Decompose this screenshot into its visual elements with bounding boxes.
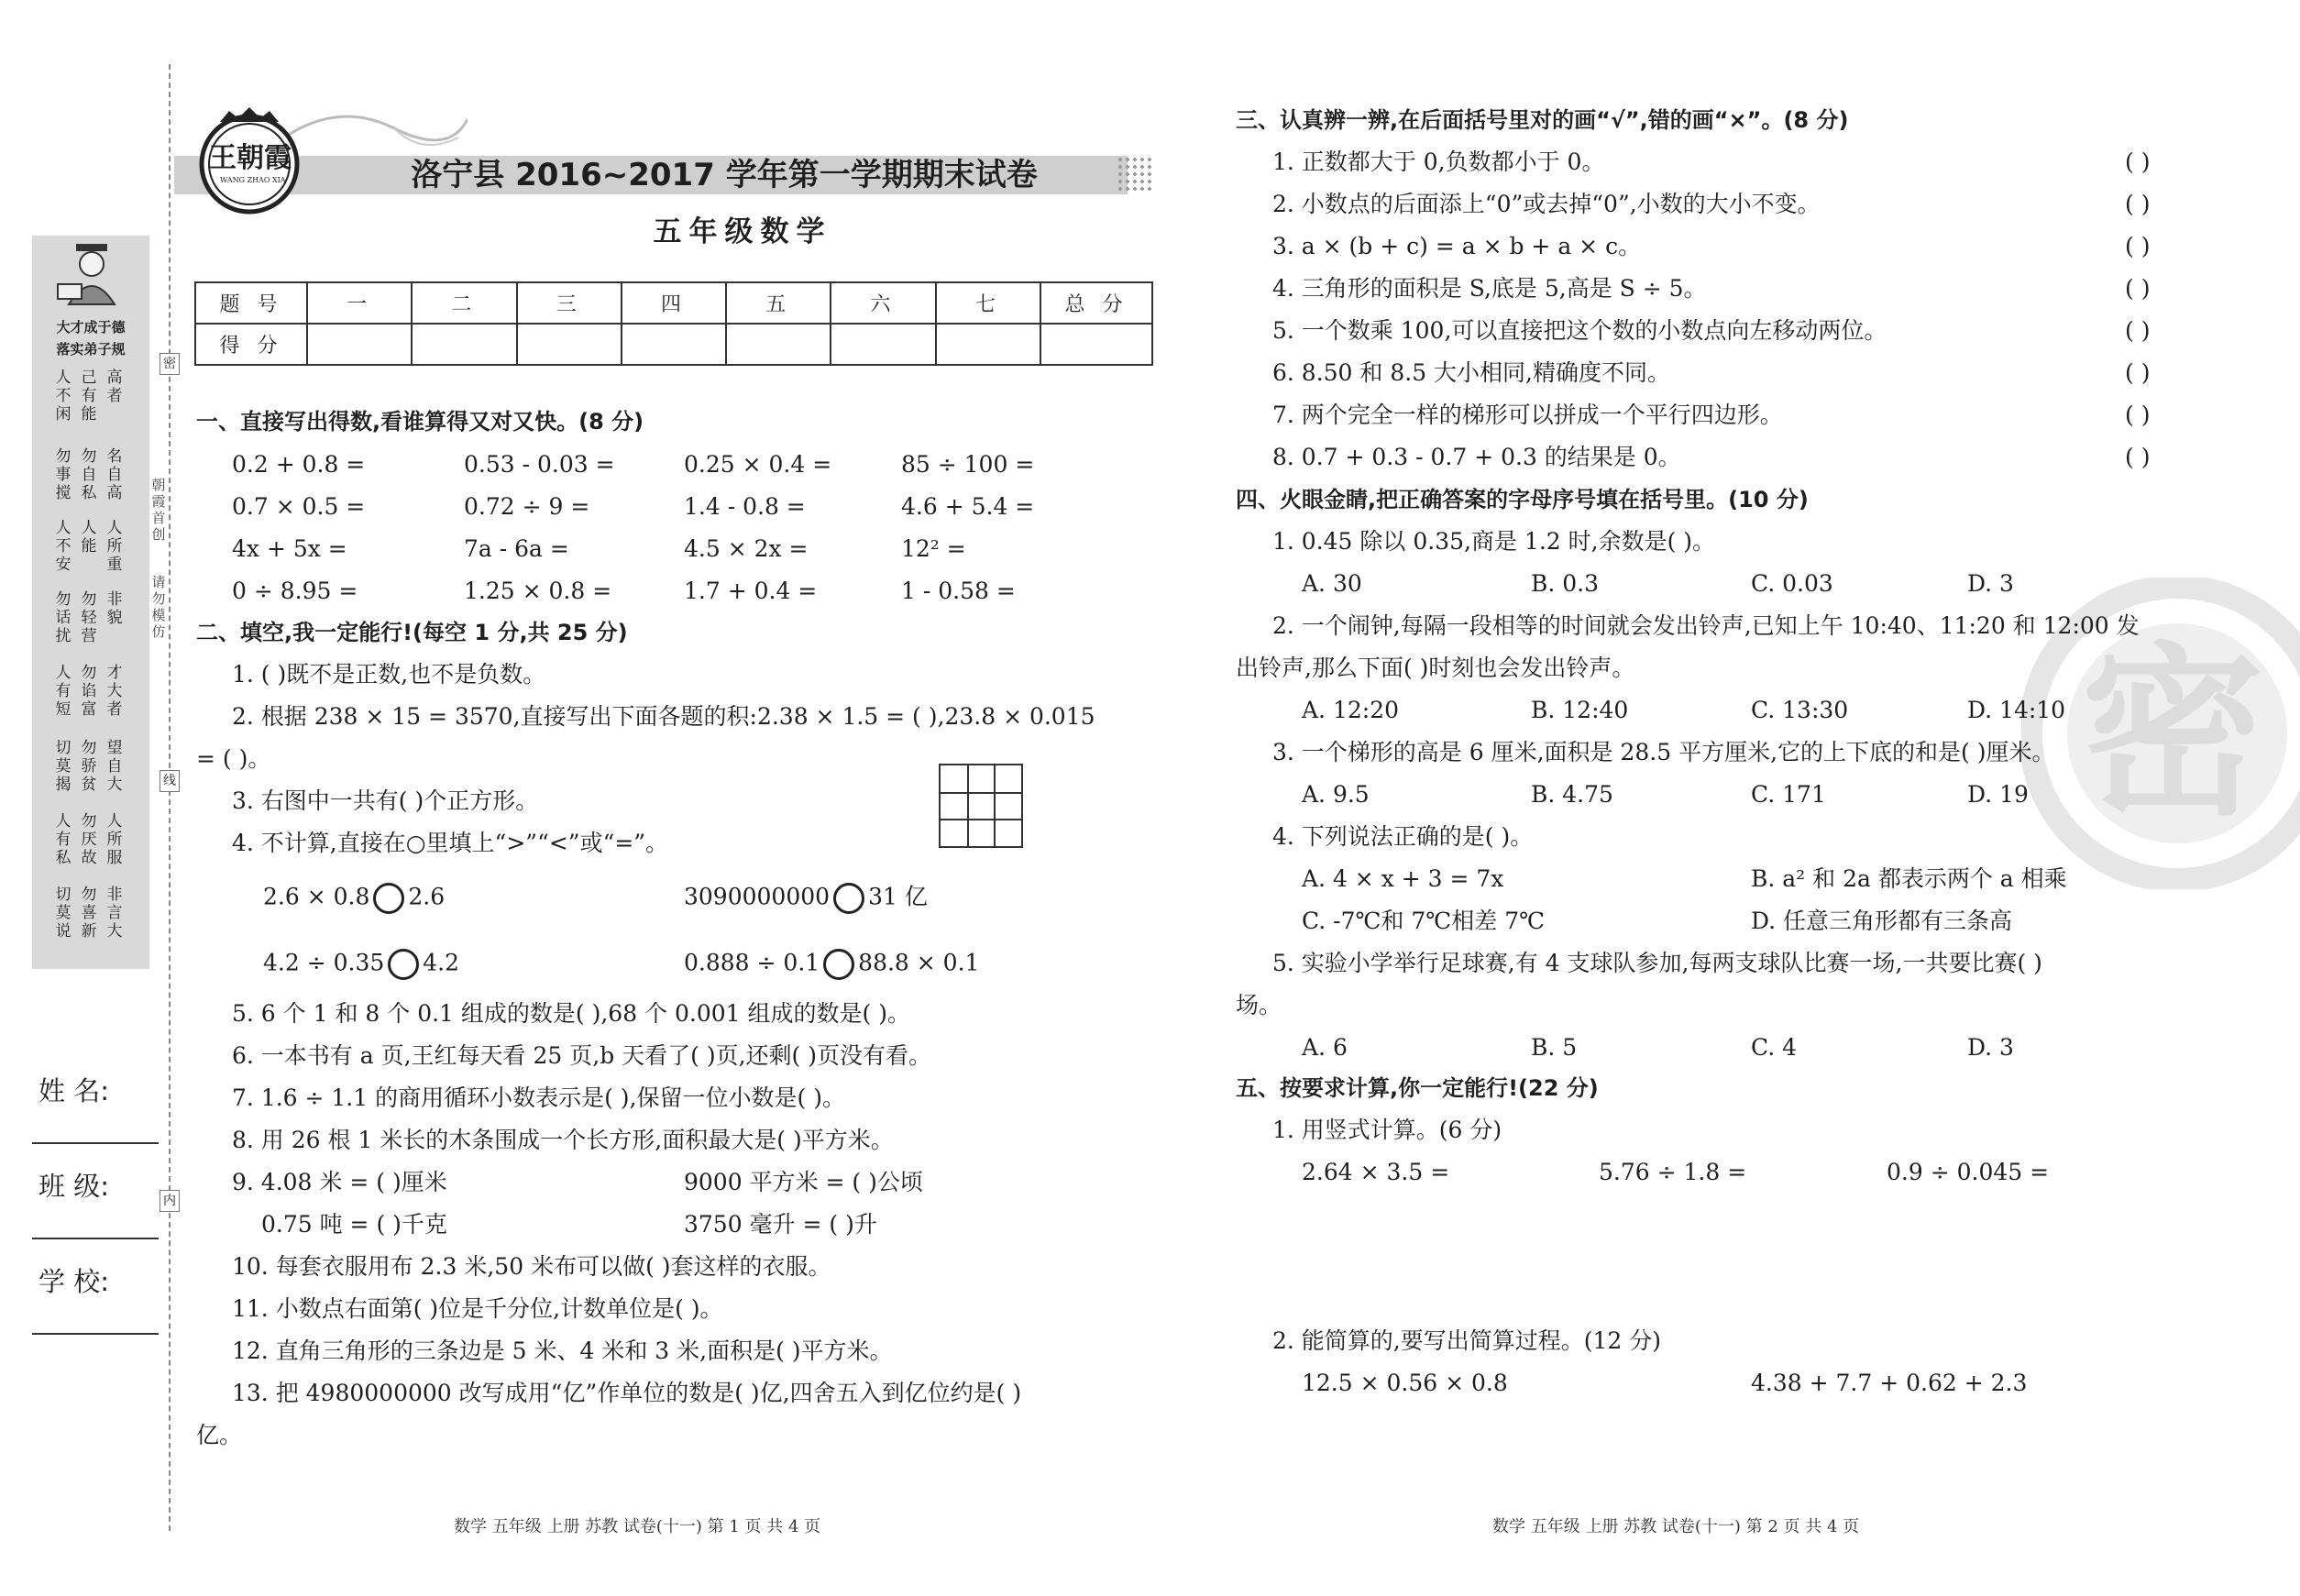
choice-option[interactable]: C. 4 (1751, 1034, 1798, 1061)
choice-question: 1. 0.45 除以 0.35,商是 1.2 时,余数是( )。 (1272, 528, 1716, 555)
ribbon-decoration (284, 101, 468, 156)
question-text: 13. 把 4980000000 改写成用“亿”作单位的数是( )亿,四舍五入到亿位约是( ) (232, 1380, 1022, 1406)
class-field-label: 班 级: (39, 1171, 109, 1202)
brand-logo-subtext: WANG ZHAO XIA (220, 176, 286, 184)
judge-item: 6. 8.50 和 8.5 大小相同,精确度不同。 (1272, 359, 1671, 386)
calc-item: 4x + 5x = (232, 535, 347, 562)
motto-column: 人不安 (55, 519, 72, 574)
section-4-heading: 四、火眼金睛,把正确答案的字母序号填在括号里。(10 分) (1236, 487, 1809, 512)
choice-option[interactable]: D. 任意三角形都有三条高 (1751, 908, 2013, 934)
compare-right: 31 亿 (868, 883, 928, 910)
choice-question: 2. 一个闹钟,每隔一段相等的时间就会发出铃声,已知上午 10:40、11:20 和 12:00 发 (1272, 612, 2140, 639)
side-note: 朝霞首创 (151, 477, 166, 543)
table-header-cell: 二 (412, 282, 516, 324)
motto-column: 望自大 (106, 739, 123, 794)
question-text: 9. 4.08 米 = ( )厘米 (232, 1169, 447, 1195)
choice-option[interactable]: D. 3 (1967, 570, 2014, 597)
table-header-cell: 五 (726, 282, 831, 324)
choice-option[interactable]: B. 4.75 (1531, 781, 1613, 808)
compare-circle[interactable] (388, 949, 419, 980)
calc-item: 0.72 ÷ 9 = (464, 493, 590, 520)
motto-column: 高者 (106, 369, 123, 405)
calc-item: 1.4 - 0.8 = (684, 493, 806, 520)
compare-right: 4.2 (423, 949, 460, 976)
motto-column: 切莫说 (55, 886, 72, 941)
answer-paren[interactable]: ( ) (2125, 149, 2151, 175)
motto-column: 勿轻营 (81, 590, 97, 645)
question-text: 10. 每套衣服用布 2.3 米,50 米布可以做( )套这样的衣服。 (232, 1253, 831, 1280)
compare-circle[interactable] (373, 883, 404, 914)
question-text: 2. 根据 238 × 15 = 3570,直接写出下面各题的积:2.38 × 1.5 = ( ),23.8 × 0.015 (232, 703, 1095, 730)
sidebar-tagline-1: 大才成于德 (56, 319, 126, 336)
choice-option[interactable]: B. 5 (1531, 1034, 1578, 1061)
choice-option[interactable]: D. 3 (1967, 1034, 2014, 1061)
compare-right: 88.8 × 0.1 (858, 949, 980, 976)
score-table (194, 281, 1153, 366)
choice-option[interactable]: B. 12:40 (1531, 697, 1629, 723)
table-header-cell: 题 号 (195, 282, 307, 324)
page-title: 洛宁县 2016~2017 学年第一学期期末试卷 (411, 157, 1038, 193)
score-cell[interactable] (726, 324, 831, 365)
judge-item: 8. 0.7 + 0.3 - 0.7 + 0.3 的结果是 0。 (1272, 444, 1681, 470)
question-text: 6. 一本书有 a 页,王红每天看 25 页,b 天看了( )页,还剩( )页没有看。 (232, 1042, 932, 1069)
choice-question: 场。 (1236, 992, 1282, 1018)
choice-option[interactable]: D. 14:10 (1967, 697, 2066, 723)
question-text: 8. 用 26 根 1 米长的木条围成一个长方形,面积最大是( )平方米。 (232, 1127, 894, 1153)
calc-item: 1.7 + 0.4 = (684, 578, 818, 604)
question-text: = ( )。 (196, 745, 271, 772)
calc-item: 0.9 ÷ 0.045 = (1887, 1159, 2050, 1185)
judge-item: 5. 一个数乘 100,可以直接把这个数的小数点向左移动两位。 (1272, 317, 1887, 344)
calc-item: 4.6 + 5.4 = (901, 493, 1035, 520)
scholar-cartoon-icon (50, 240, 133, 314)
compare-left: 2.6 × 0.8 (263, 883, 370, 910)
question-text: 3750 毫升 = ( )升 (684, 1211, 877, 1238)
motto-column: 才大者 (106, 664, 123, 719)
judge-item: 2. 小数点的后面添上“0”或去掉“0”,小数的大小不变。 (1272, 191, 1821, 217)
question-text: 12. 直角三角形的三条边是 5 米、4 米和 3 米,面积是( )平方米。 (232, 1337, 893, 1364)
page-footer-right: 数学 五年级 上册 苏教 试卷(十一) 第 2 页 共 4 页 (1492, 1517, 1860, 1536)
calc-item: 0 ÷ 8.95 = (232, 578, 358, 604)
calc-item: 0.7 × 0.5 = (232, 493, 366, 520)
choice-option[interactable]: C. 13:30 (1751, 697, 1849, 723)
compare-circle[interactable] (833, 883, 864, 914)
choice-option[interactable]: B. 0.3 (1531, 570, 1600, 597)
name-field-label: 姓 名: (39, 1075, 109, 1106)
table-row (195, 282, 1152, 324)
section-1-heading: 一、直接写出得数,看谁算得又对又快。(8 分) (196, 409, 644, 435)
compare-left: 3090000000 (684, 883, 831, 910)
calc-item: 1 - 0.58 = (901, 578, 1016, 604)
question-text: 5. 6 个 1 和 8 个 0.1 组成的数是( ),68 个 0.001 组成的数是( )。 (232, 1000, 910, 1027)
section-2-heading: 二、填空,我一定能行!(每空 1 分,共 25 分) (196, 620, 628, 645)
score-cell[interactable] (831, 324, 935, 365)
question-text: 4. 不计算,直接在○里填上“>”“<”或“=”。 (232, 830, 669, 856)
watermark-char: 密 (2081, 625, 2265, 841)
compare-item (263, 883, 445, 914)
choice-option[interactable]: C. 0.03 (1751, 570, 1833, 597)
question-text: 11. 小数点右面第( )位是千分位,计数单位是( )。 (232, 1295, 723, 1322)
score-cell[interactable] (622, 324, 726, 365)
score-cell[interactable] (412, 324, 516, 365)
table-row (195, 324, 1152, 365)
question-text: 亿。 (196, 1422, 243, 1448)
answer-paren[interactable]: ( ) (2125, 359, 2151, 386)
table-header-cell: 七 (936, 282, 1040, 324)
choice-option[interactable]: A. 12:20 (1302, 697, 1399, 723)
motto-column: 人所服 (106, 812, 123, 867)
motto-column: 非貌 (106, 590, 123, 627)
calc-item: 0.2 + 0.8 = (232, 451, 366, 478)
square-grid-figure (939, 764, 1023, 848)
judge-item: 1. 正数都大于 0,负数都小于 0。 (1272, 149, 1605, 175)
class-field-line[interactable] (32, 1238, 159, 1239)
motto-column: 人所重 (106, 519, 123, 574)
motto-column: 人有短 (55, 664, 72, 719)
choice-option[interactable]: A. 30 (1302, 570, 1362, 597)
calc-item: 5.76 ÷ 1.8 = (1599, 1159, 1747, 1185)
compare-circle[interactable] (823, 949, 854, 980)
answer-paren[interactable]: ( ) (2125, 275, 2151, 302)
question-text: 7. 1.6 ÷ 1.1 的商用循环小数表示是( ),保留一位小数是( )。 (232, 1084, 845, 1111)
answer-paren[interactable]: ( ) (2125, 233, 2151, 259)
table-header-cell: 一 (307, 282, 412, 324)
calc-item: 12² = (901, 535, 966, 562)
question-text: 1. ( )既不是正数,也不是负数。 (232, 661, 546, 688)
motto-column: 勿喜新 (81, 886, 97, 941)
table-header-cell: 六 (831, 282, 935, 324)
calc-item: 4.38 + 7.7 + 0.62 + 2.3 (1751, 1370, 2028, 1396)
compare-left: 0.888 ÷ 0.1 (684, 949, 820, 976)
page-footer-left: 数学 五年级 上册 苏教 试卷(十一) 第 1 页 共 4 页 (454, 1517, 821, 1536)
motto-column: 勿厌故 (81, 812, 97, 867)
motto-column: 勿话扰 (55, 590, 72, 645)
calc-question: 1. 用竖式计算。(6 分) (1272, 1117, 1502, 1143)
motto-column: 非言大 (106, 886, 123, 941)
motto-column: 人不闲 (55, 369, 72, 424)
motto-column: 勿自私 (81, 447, 97, 502)
judge-item: 4. 三角形的面积是 S,底是 5,高是 S ÷ 5。 (1272, 275, 1707, 302)
motto-column: 人能 (81, 519, 97, 556)
motto-column: 人有私 (55, 812, 72, 867)
calc-item: 4.5 × 2x = (684, 535, 809, 562)
calc-item: 1.25 × 0.8 = (464, 578, 612, 604)
answer-paren[interactable]: ( ) (2125, 317, 2151, 344)
judge-item: 7. 两个完全一样的梯形可以拼成一个平行四边形。 (1272, 402, 1783, 428)
answer-paren[interactable]: ( ) (2125, 191, 2151, 217)
choice-option[interactable]: A. 4 × x + 3 = 7x (1302, 865, 1504, 892)
compare-left: 4.2 ÷ 0.35 (263, 949, 385, 976)
motto-column: 切莫揭 (55, 739, 72, 794)
answer-paren[interactable]: ( ) (2125, 444, 2151, 470)
compare-item (684, 949, 979, 980)
compare-item (263, 949, 459, 980)
score-cell[interactable] (517, 324, 622, 365)
score-row-label: 得 分 (195, 324, 307, 365)
choice-question: 3. 一个梯形的高是 6 厘米,面积是 28.5 平方厘米,它的上下底的和是( )厘米。 (1272, 739, 2055, 765)
binding-dashed-line (169, 64, 171, 1531)
sidebar-tagline-2: 落实弟子规 (56, 341, 126, 358)
side-note: 请勿模仿 (151, 574, 166, 640)
judge-item: 3. a × (b + c) = a × b + a × c。 (1272, 233, 1642, 259)
choice-option[interactable]: C. 171 (1751, 781, 1826, 808)
seal-mark: 线 (160, 770, 180, 792)
name-field-line[interactable] (32, 1142, 159, 1144)
choice-option[interactable]: D. 19 (1967, 781, 2029, 808)
section-3-heading: 三、认真辨一辨,在后面括号里对的画“√”,错的画“×”。(8 分) (1236, 107, 1849, 133)
score-cell[interactable] (307, 324, 412, 365)
table-header-cell: 四 (622, 282, 726, 324)
school-field-line[interactable] (32, 1333, 159, 1335)
seal-mark: 密 (160, 353, 180, 375)
choice-question: 4. 下列说法正确的是( )。 (1272, 823, 1534, 850)
calc-item: 85 ÷ 100 = (901, 451, 1035, 478)
table-header-cell: 三 (517, 282, 622, 324)
motto-column: 名自高 (106, 447, 123, 502)
dotted-pattern-decoration (1117, 156, 1153, 194)
choice-option[interactable]: A. 9.5 (1302, 781, 1370, 808)
calc-item: 2.64 × 3.5 = (1302, 1159, 1450, 1185)
choice-option[interactable]: B. a² 和 2a 都表示两个 a 相乘 (1751, 865, 2067, 892)
section-5-heading: 五、按要求计算,你一定能行!(22 分) (1236, 1075, 1599, 1101)
calc-item: 12.5 × 0.56 × 0.8 (1302, 1370, 1508, 1396)
choice-option[interactable]: A. 6 (1302, 1034, 1348, 1061)
calc-question: 2. 能简算的,要写出简算过程。(12 分) (1272, 1327, 1662, 1354)
calc-item: 0.53 - 0.03 = (464, 451, 615, 478)
compare-right: 2.6 (408, 883, 446, 910)
motto-column: 勿骄贫 (81, 739, 97, 794)
school-field-label: 学 校: (39, 1266, 109, 1297)
motto-column: 勿事搅 (55, 447, 72, 502)
score-cell[interactable] (936, 324, 1040, 365)
brand-logo-text: 王朝霞 (209, 142, 292, 174)
motto-column: 己有能 (81, 369, 97, 424)
choice-question: 出铃声,那么下面( )时刻也会发出铃声。 (1236, 655, 1635, 681)
choice-option[interactable]: C. -7℃和 7℃相差 7℃ (1302, 908, 1546, 934)
motto-column: 勿谄富 (81, 664, 97, 719)
question-text: 9000 平方米 = ( )公顷 (684, 1169, 923, 1195)
table-header-cell: 总 分 (1040, 282, 1152, 324)
answer-paren[interactable]: ( ) (2125, 402, 2151, 428)
calc-item: 0.25 × 0.4 = (684, 451, 832, 478)
seal-mark: 内 (160, 1190, 180, 1212)
compare-item (684, 883, 928, 914)
question-text: 3. 右图中一共有( )个正方形。 (232, 787, 539, 814)
calc-item: 7a - 6a = (464, 535, 569, 562)
page-subtitle: 五年级数学 (653, 215, 832, 248)
choice-question: 5. 实验小学举行足球赛,有 4 支球队参加,每两支球队比赛一场,一共要比赛( ) (1272, 950, 2042, 976)
question-text: 0.75 吨 = ( )千克 (261, 1211, 447, 1238)
score-cell[interactable] (1040, 324, 1152, 365)
